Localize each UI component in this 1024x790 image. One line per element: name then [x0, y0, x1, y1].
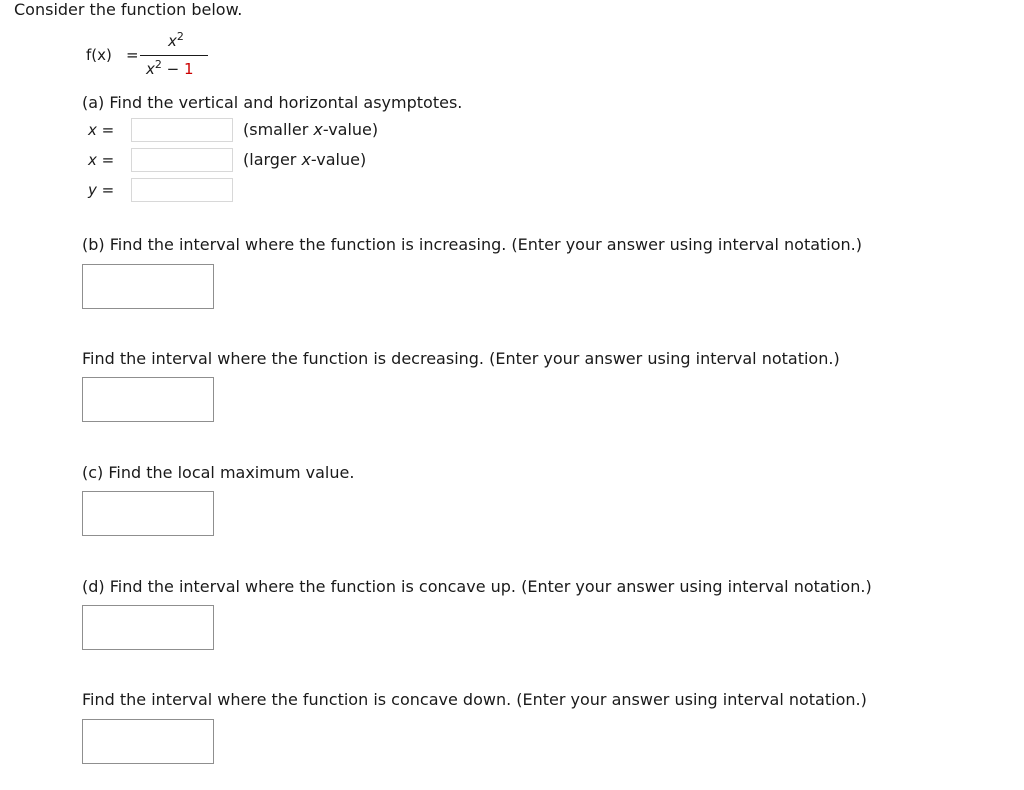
numerator-exponent: 2: [176, 30, 184, 43]
increasing-interval-input[interactable]: [82, 264, 214, 309]
vertical-asymptote-smaller-input[interactable]: [131, 118, 233, 142]
hint-1-post: -value): [322, 120, 379, 139]
intro-text: Consider the function below.: [14, 0, 243, 19]
fraction-numerator: [168, 32, 184, 50]
denominator-minus: −: [161, 60, 184, 78]
hint-2-post: -value): [310, 150, 367, 169]
part-d-concave-down-question: Find the interval where the function is concave down. (Enter your answer using interval notation.): [82, 690, 867, 709]
concave-up-interval-input[interactable]: [82, 605, 214, 650]
part-c-question: (c) Find the local maximum value.: [82, 463, 355, 482]
asymptote-row-3-eq: =: [101, 181, 115, 199]
local-maximum-input[interactable]: [82, 491, 214, 536]
hint-2-var: x: [301, 150, 311, 169]
hint-1-var: x: [313, 120, 323, 139]
part-d-concave-up-question: (d) Find the interval where the function is concave up. (Enter your answer using interval notation.): [82, 577, 872, 596]
fraction-bar: [140, 55, 208, 56]
vertical-asymptote-larger-input[interactable]: [131, 148, 233, 172]
hint-2-pre: (larger: [243, 150, 302, 169]
function-fraction: [140, 32, 208, 82]
asymptote-row-2-hint: [243, 150, 366, 169]
asymptote-row-2-eq: =: [101, 151, 115, 169]
concave-down-interval-input[interactable]: [82, 719, 214, 764]
asymptote-row-1-eq: =: [101, 121, 115, 139]
horizontal-asymptote-input[interactable]: [131, 178, 233, 202]
function-equals: =: [126, 46, 139, 64]
denominator-exponent: 2: [154, 58, 162, 71]
part-b-increasing-question: (b) Find the interval where the function is increasing. (Enter your answer using interval notation.): [82, 235, 862, 254]
asymptote-row-2-var: x: [88, 151, 97, 169]
asymptote-row-3-label: [88, 181, 114, 199]
asymptote-row-1-var: x: [88, 121, 97, 139]
part-a-question: (a) Find the vertical and horizontal asymptotes.: [82, 93, 463, 112]
denominator-constant: 1: [184, 60, 194, 78]
asymptote-row-2-label: [88, 151, 114, 169]
part-b-decreasing-question: Find the interval where the function is decreasing. (Enter your answer using interval notation.): [82, 349, 840, 368]
denominator-base: x: [146, 60, 155, 78]
fraction-denominator: [146, 60, 194, 78]
numerator-base: x: [168, 32, 177, 50]
asymptote-row-1-hint: [243, 120, 378, 139]
asymptote-row-3-var: y: [88, 181, 97, 199]
hint-1-pre: (smaller: [243, 120, 314, 139]
function-lhs: f(x): [86, 46, 112, 64]
asymptote-row-1-label: [88, 121, 114, 139]
decreasing-interval-input[interactable]: [82, 377, 214, 422]
